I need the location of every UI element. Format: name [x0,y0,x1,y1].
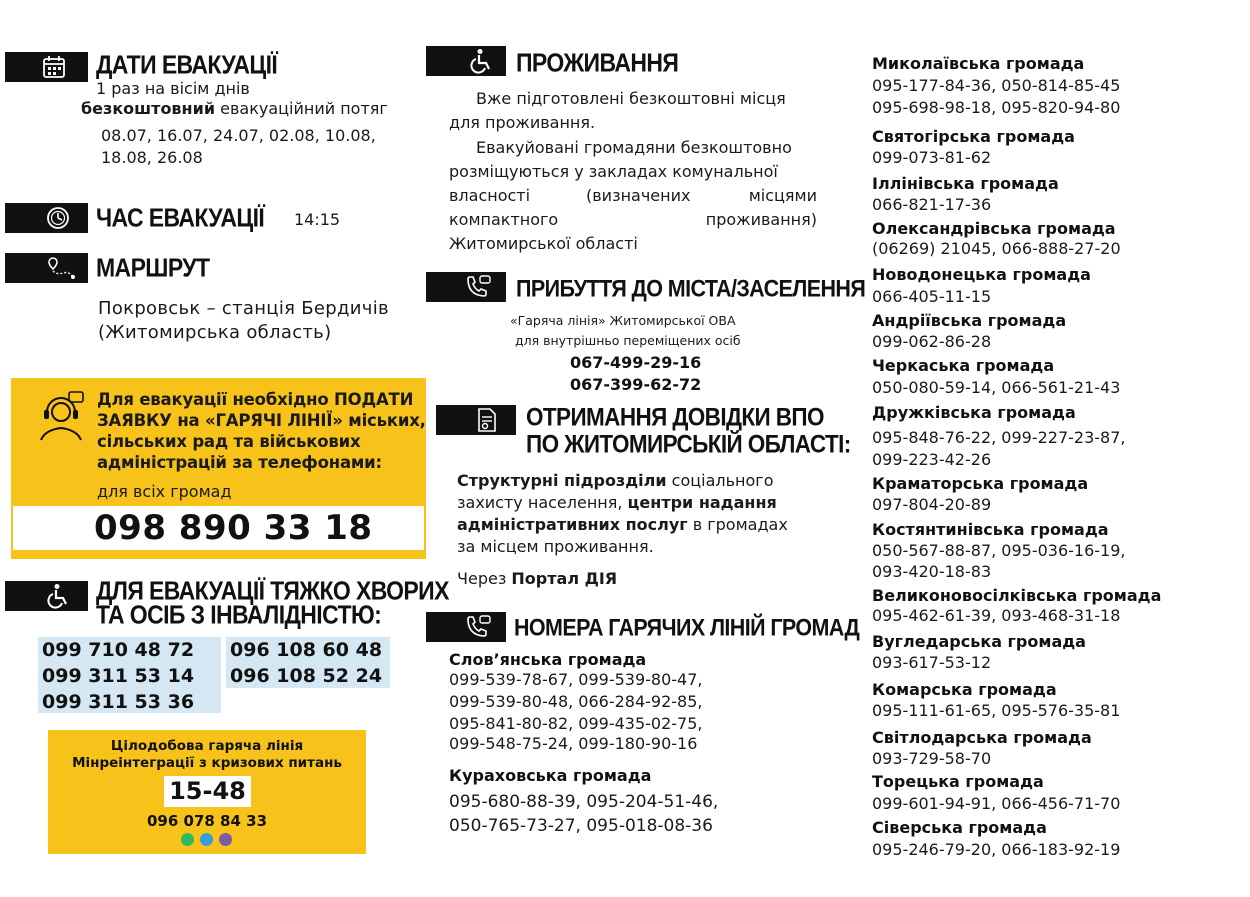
sloviansk-phones-4[interactable]: 099-548-75-24, 099-180-90-16 [449,734,698,753]
dates-train-type [81,98,388,120]
certificate-line-4: за місцем проживання. [457,537,654,556]
living-p2-line-1: Евакуйовані громадяни безкоштовно [476,138,792,157]
hotline-phone[interactable]: 096 078 84 33 [146,812,268,830]
certificate-social-text: соціального [666,471,774,490]
certificate-protection-text: захисту населення, [457,493,628,512]
living-word-2: (визначених [586,186,691,205]
certificate-admin-services: адміністративних послуг [457,515,688,534]
time-title: ЧАС ЕВАКУАЦІЇ [96,203,265,233]
arrival-phone-1[interactable]: 067-499-29-16 [570,353,702,372]
request-line-1: Для евакуації необхідно ПОДАТИ [97,390,414,409]
living-p2-line-2: розміщуються у закладах комунальної [449,162,778,181]
community-name: Сіверська громада [872,818,1047,837]
community-name: Вугледарська громада [872,632,1086,651]
community-phones[interactable]: 099-223-42-26 [872,450,992,469]
route-line-2: (Житомирська область) [98,322,332,343]
certificate-title-2: ПО ЖИТОМИРСЬКІЙ ОБЛАСТІ: [526,430,851,458]
community-phones[interactable]: 050-080-59-14, 066-561-21-43 [872,378,1121,397]
disabled-phones-right [226,637,390,688]
call-center-icon [33,390,89,446]
community-name: Миколаївська громада [872,54,1085,73]
living-p1-line-2: для проживання. [449,113,596,132]
community-name: Дружківська громада [872,403,1076,422]
arrival-title: ПРИБУТТЯ ДО МІСТА/ЗАСЕЛЕННЯ [516,275,866,302]
clock-icon [45,205,71,231]
dates-list-2: 18.08, 26.08 [101,148,203,167]
community-name: Андріївська громада [872,311,1067,330]
hotlines-title: НОМЕРА ГАРЯЧИХ ЛІНІЙ ГРОМАД [514,614,860,641]
community-name: Торецька громада [872,772,1044,791]
community-name: Новодонецька громада [872,265,1091,284]
certificate-structural-units: Структурні підрозділи [457,471,667,490]
living-word-5: проживання) [705,210,817,229]
request-all-label: для всіх громад [97,482,232,501]
community-name: Черкаська громада [872,356,1055,375]
disabled-header-bar [5,581,88,611]
certificate-via-text: Через [457,569,512,588]
calendar-icon [41,54,67,80]
sloviansk-phones-2[interactable]: 099-539-80-48, 066-284-92-85, [449,692,703,711]
living-word-1: власності [449,186,531,205]
time-header-bar [5,203,88,233]
hotlines-header-bar [426,612,506,642]
dates-free-word: безкоштовний [81,99,216,118]
kurakhove-phones-1[interactable]: 095-680-88-39, 095-204-51-46, [449,792,719,812]
disabled-phone-1[interactable]: 099 710 48 72 [42,639,195,661]
disabled-title-1: ДЛЯ ЕВАКУАЦІЇ ТЯЖКО ХВОРИХ [96,576,449,606]
hotline-short-box[interactable] [164,776,251,807]
community-name: Краматорська громада [872,474,1089,493]
certificate-communities-text: в громадах [687,515,788,534]
community-name: Святогірська громада [872,127,1075,146]
hotline-short-number: 15-48 [169,777,246,805]
disabled-phone-5[interactable]: 096 108 52 24 [230,665,383,687]
hotline-box [48,730,366,854]
whatsapp-icon[interactable] [181,833,194,846]
request-line-3: сільських рад та військових [97,432,361,451]
telegram-icon[interactable] [200,833,213,846]
community-phones[interactable]: 095-848-76-22, 099-227-23-87, [872,428,1126,447]
time-value: 14:15 [294,210,341,229]
certificate-line-2 [457,492,777,514]
community-phones[interactable]: (06269) 21045, 066-888-27-20 [872,239,1121,258]
certificate-centers: центри надання [627,493,777,512]
community-phones[interactable]: 099-601-94-91, 066-456-71-70 [872,794,1121,813]
request-line-2: ЗАЯВКУ на «ГАРЯЧІ ЛІНІЇ» міських, [97,411,426,430]
community-name: Іллінівська громада [872,174,1059,193]
route-title: МАРШРУТ [96,253,210,283]
living-word-3: місцями [748,186,817,205]
dates-train-text: евакуаційний потяг [215,99,388,118]
route-line-1: Покровськ – станція Бердичів [98,298,389,319]
certificate-header-bar [436,405,516,435]
wheelchair-icon [468,48,494,74]
community-phones[interactable]: 066-821-17-36 [872,195,992,214]
certificate-diia-portal[interactable]: Портал ДІЯ [511,569,618,588]
request-phone-number: 098 890 33 18 [94,508,373,548]
phone-icon [464,274,492,300]
living-word-4: компактного [449,210,559,229]
community-phones[interactable]: 093-617-53-12 [872,653,992,672]
community-phones[interactable]: 093-729-58-70 [872,749,992,768]
sloviansk-name: Слов’янська громада [449,650,647,669]
living-p2-line-5: Житомирської області [449,234,638,253]
certificate-line-1 [457,470,773,492]
arrival-line-1: «Гаряча лінія» Житомирської ОВА [510,313,736,328]
route-icon [47,255,77,281]
hotline-line-2: Мінреінтеграції з кризових питань [72,755,342,771]
community-phones[interactable]: 099-062-86-28 [872,332,992,351]
dates-frequency: 1 раз на вісім днів [96,79,250,98]
living-p1-line-1: Вже підготовлені безкоштовні місця [476,89,786,108]
community-phones[interactable]: 095-698-98-18, 095-820-94-80 [872,98,1121,117]
community-phones[interactable]: 095-246-79-20, 066-183-92-19 [872,840,1121,859]
living-header-bar [426,46,506,76]
viber-icon[interactable] [219,833,232,846]
community-name: Світлодарська громада [872,728,1092,747]
community-name: Комарська громада [872,680,1057,699]
community-phones[interactable]: 095-462-61-39, 093-468-31-18 [872,606,1121,625]
request-line-4: адміністрацій за телефонами: [97,453,382,472]
arrival-line-2: для внутрішньо переміщених осіб [515,333,741,348]
certificate-via [457,568,617,590]
phone-icon [464,614,492,640]
certificate-title-1: ОТРИМАННЯ ДОВІДКИ ВПО [526,403,824,431]
dates-header-bar [5,52,88,82]
arrival-header-bar [426,272,506,302]
document-icon [474,407,500,433]
kurakhove-phones-2[interactable]: 050-765-73-27, 095-018-08-36 [449,816,713,836]
wheelchair-icon [45,583,71,609]
community-phones[interactable]: 099-073-81-62 [872,148,992,167]
living-title: ПРОЖИВАННЯ [516,48,679,78]
certificate-line-3 [457,514,788,536]
community-phones[interactable]: 066-405-11-15 [872,287,992,306]
disabled-phone-2[interactable]: 099 311 53 14 [42,665,195,687]
disabled-title-2: ТА ОСІБ З ІНВАЛІДНІСТЮ: [96,600,382,630]
arrival-phone-2[interactable]: 067-399-62-72 [570,375,702,394]
request-phone[interactable] [13,506,424,550]
community-phones[interactable]: 093-420-18-83 [872,562,992,581]
hotline-line-1: Цілодобова гаряча лінія [110,738,304,754]
dates-title: ДАТИ ЕВАКУАЦІЇ [96,50,278,80]
kurakhove-name: Кураховська громада [449,766,652,785]
community-phones[interactable]: 095-177-84-36, 050-814-85-45 [872,76,1121,95]
community-name: Костянтинівська громада [872,520,1109,539]
dates-list-1: 08.07, 16.07, 24.07, 02.08, 10.08, [101,126,376,145]
disabled-phones-left [38,637,221,713]
community-name: Великоновосілківська громада [872,586,1162,605]
sloviansk-phones-3[interactable]: 095-841-80-82, 099-435-02-75, [449,714,703,733]
community-phones[interactable]: 095-111-61-65, 095-576-35-81 [872,701,1121,720]
community-phones[interactable]: 050-567-88-87, 095-036-16-19, [872,541,1126,560]
disabled-phone-3[interactable]: 099 311 53 36 [42,691,195,713]
messenger-icons [181,833,237,847]
community-name: Олександрівська громада [872,219,1116,238]
disabled-phone-4[interactable]: 096 108 60 48 [230,639,383,661]
sloviansk-phones-1[interactable]: 099-539-78-67, 099-539-80-47, [449,670,703,689]
community-phones[interactable]: 097-804-20-89 [872,495,992,514]
route-header-bar [5,253,88,283]
